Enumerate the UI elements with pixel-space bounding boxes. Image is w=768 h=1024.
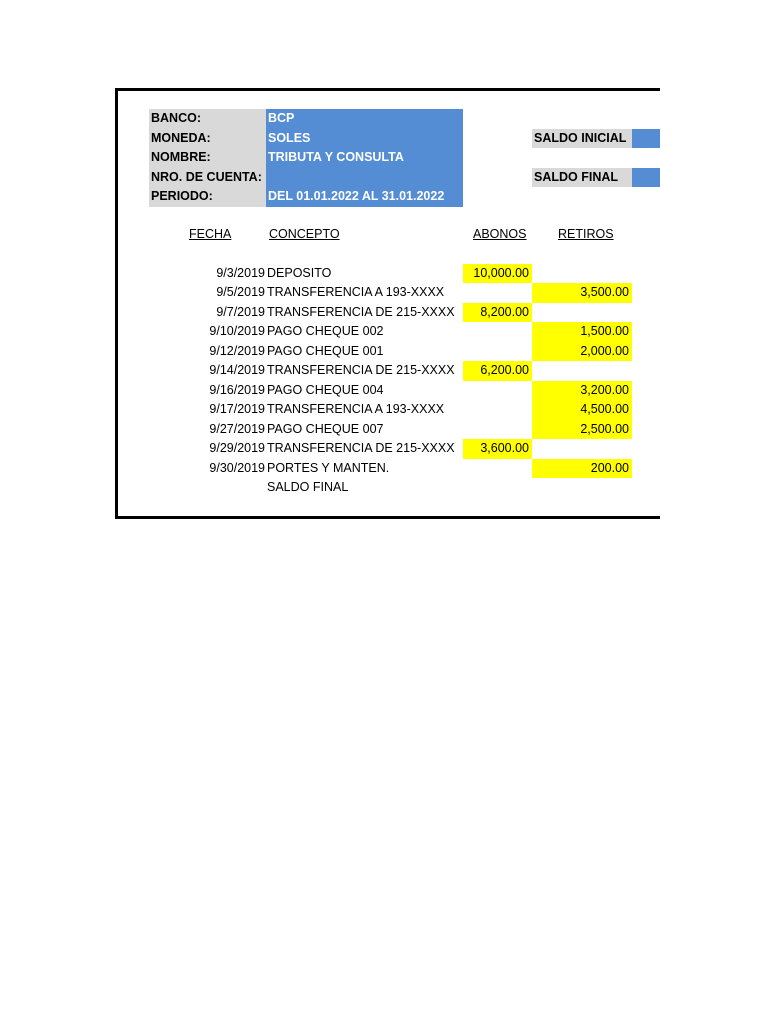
nombre-value: TRIBUTA Y CONSULTA <box>266 148 463 168</box>
moneda-label: MONEDA: <box>149 129 266 149</box>
concepto-cell: PAGO CHEQUE 001 <box>267 343 384 358</box>
abono-cell: 10,000.00 <box>463 264 532 284</box>
column-header-concepto: CONCEPTO <box>269 227 340 241</box>
cuenta-label: NRO. DE CUENTA: <box>149 168 266 188</box>
saldo-final-label: SALDO FINAL <box>532 168 632 188</box>
banco-label: BANCO: <box>149 109 266 129</box>
fecha-cell: 9/5/2019 <box>216 285 265 299</box>
concepto-cell: TRANSFERENCIA DE 215-XXXX <box>267 363 455 377</box>
concepto-cell: DEPOSITO <box>267 265 332 280</box>
retiro-cell: 4,500.00 <box>532 400 632 420</box>
fecha-cell: 9/14/2019 <box>209 363 265 377</box>
fecha-cell: 9/3/2019 <box>216 265 265 280</box>
column-header-retiros: RETIROS <box>558 227 614 241</box>
fecha-cell: 9/7/2019 <box>216 304 265 319</box>
cuenta-value <box>266 168 463 188</box>
abono-cell: 8,200.00 <box>463 303 532 323</box>
saldo-inicial-value <box>632 129 660 149</box>
concepto-cell: TRANSFERENCIA A 193-XXXX <box>267 402 445 416</box>
fecha-cell: 9/16/2019 <box>209 382 265 397</box>
concepto-cell: PAGO CHEQUE 007 <box>267 421 384 436</box>
fecha-cell: 9/27/2019 <box>209 421 265 436</box>
concepto-cell: TRANSFERENCIA A 193-XXXX <box>267 285 445 299</box>
retiro-cell: 200.00 <box>532 459 632 479</box>
concepto-cell: TRANSFERENCIA DE 215-XXXX <box>267 441 455 455</box>
retiro-cell: 1,500.00 <box>532 322 632 342</box>
periodo-value: DEL 01.01.2022 AL 31.01.2022 <box>266 187 463 207</box>
retiro-cell: 2,000.00 <box>532 342 632 362</box>
fecha-cell: 9/17/2019 <box>209 402 265 416</box>
abono-cell: 3,600.00 <box>463 439 532 459</box>
column-header-fecha: FECHA <box>189 227 232 241</box>
saldo-final-value <box>632 168 660 188</box>
periodo-label: PERIODO: <box>149 187 266 207</box>
saldo-final-footer: SALDO FINAL <box>267 480 349 494</box>
concepto-cell: PORTES Y MANTEN. <box>267 460 390 475</box>
concepto-cell: PAGO CHEQUE 004 <box>267 382 384 397</box>
column-header-abonos: ABONOS <box>473 227 527 241</box>
moneda-value: SOLES <box>266 129 463 149</box>
retiro-cell: 3,500.00 <box>532 283 632 303</box>
fecha-cell: 9/10/2019 <box>209 324 265 338</box>
banco-value: BCP <box>266 109 463 129</box>
retiro-cell: 3,200.00 <box>532 381 632 401</box>
fecha-cell: 9/29/2019 <box>209 441 265 455</box>
concepto-cell: TRANSFERENCIA DE 215-XXXX <box>267 304 455 319</box>
concepto-cell: PAGO CHEQUE 002 <box>267 324 384 338</box>
fecha-cell: 9/30/2019 <box>209 460 265 475</box>
saldo-inicial-label: SALDO INICIAL <box>532 129 632 149</box>
retiro-cell: 2,500.00 <box>532 420 632 440</box>
abono-cell: 6,200.00 <box>463 361 532 381</box>
fecha-cell: 9/12/2019 <box>209 343 265 358</box>
nombre-label: NOMBRE: <box>149 148 266 168</box>
